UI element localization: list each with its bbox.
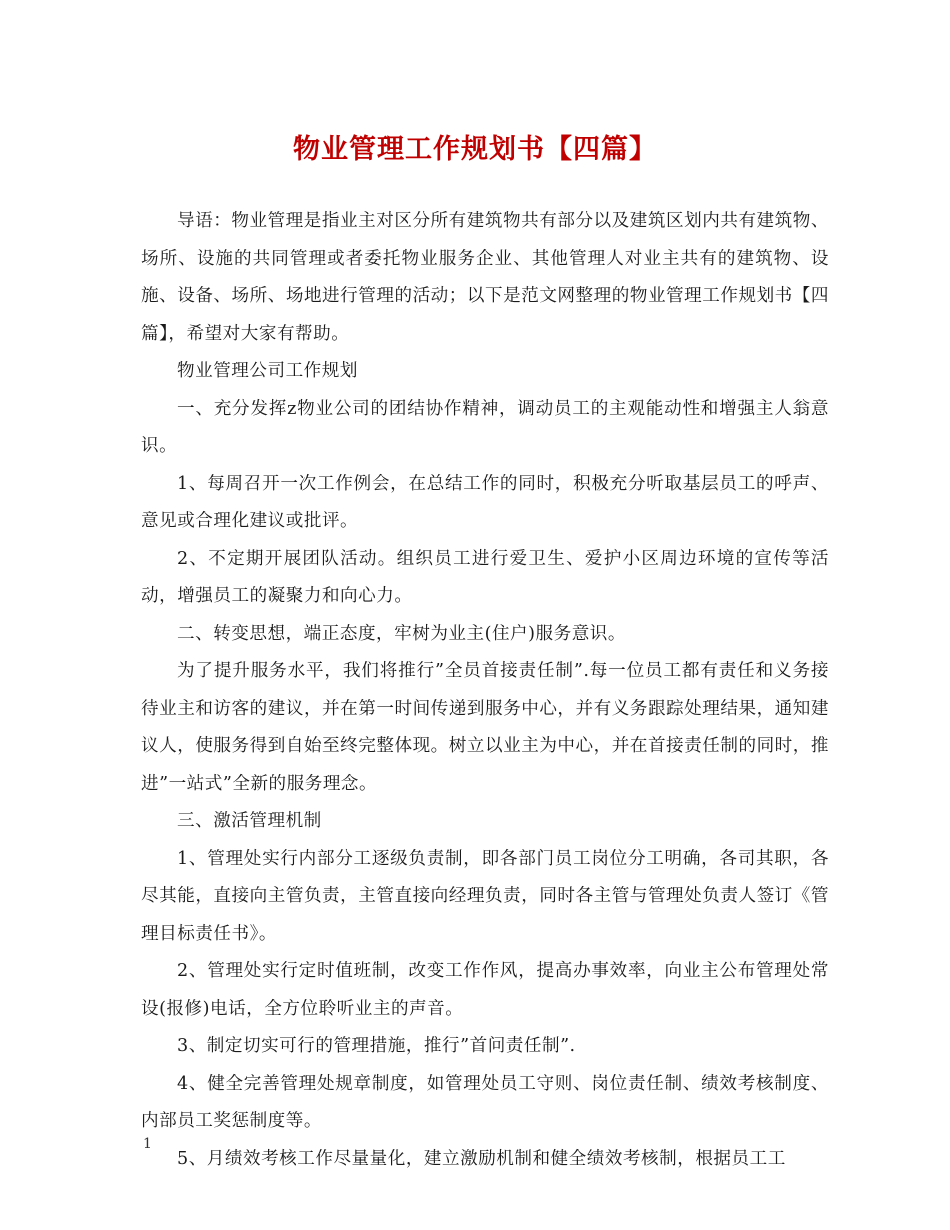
paragraph: 1、每周召开一次工作例会，在总结工作的同时，积极充分听取基层员工的呼声、意见或合理化建议或批评。 [141,473,829,531]
paragraph: 三、激活管理机制 [177,811,322,831]
paragraph: 1、管理处实行内部分工逐级负责制，即各部门员工岗位分工明确，各司其职，各尽其能，直接向主管负责，主管直接向经理负责，同时各主管与管理处负责人签订《管理目标责任书》。 [141,848,829,944]
paragraph: 二、转变思想，端正态度，牢树为业主(住户)服务意识。 [177,623,626,644]
paragraph: 物业管理公司工作规划 [177,361,358,381]
page-number: 1 [143,1136,152,1152]
paragraph: 3、制定切实可行的管理措施，推行”首问责任制”. [177,1036,576,1056]
paragraph: 一、充分发挥z物业公司的团结协作精神，调动员工的主观能动性和增强主人翁意识。 [141,398,829,456]
paragraph: 为了提升服务水平，我们将推行”全员首接责任制”.每一位员工都有责任和义务接待业主和访客的建议，并在第一时间传递到服务中心，并有义务跟踪处理结果，通知建议人，使服务得到自始至终完整体现。树立以业主为中心，并在首接责任制的同时，推进”一站式”全新的服务理念。 [141,661,829,794]
document-body [141,203,829,1178]
paragraph: 2、管理处实行定时值班制，改变工作作风，提高办事效率，向业主公布管理处常设(报修)电话，全方位聆听业主的声音。 [141,961,829,1019]
paragraph: 4、健全完善管理处规章制度，如管理处员工守则、岗位责任制、绩效考核制度、内部员工奖惩制度等。 [141,1073,829,1131]
document-title: 物业管理工作规划书【四篇】 [293,134,657,165]
paragraph: 5、月绩效考核工作尽量量化，建立激励机制和健全绩效考核制，根据员工工 [177,1148,786,1169]
paragraph: 2、不定期开展团队活动。组织员工进行爱卫生、爱护小区周边环境的宣传等活动，增强员工的凝聚力和向心力。 [141,548,829,606]
paragraph: 导语：物业管理是指业主对区分所有建筑物共有部分以及建筑区划内共有建筑物、场所、设施的共同管理或者委托物业服务企业、其他管理人对业主共有的建筑物、设施、设备、场所、场地进行管理的活动；以下是范文网整理的物业管理工作规划书【四篇】，希望对大家有帮助。 [141,211,829,344]
